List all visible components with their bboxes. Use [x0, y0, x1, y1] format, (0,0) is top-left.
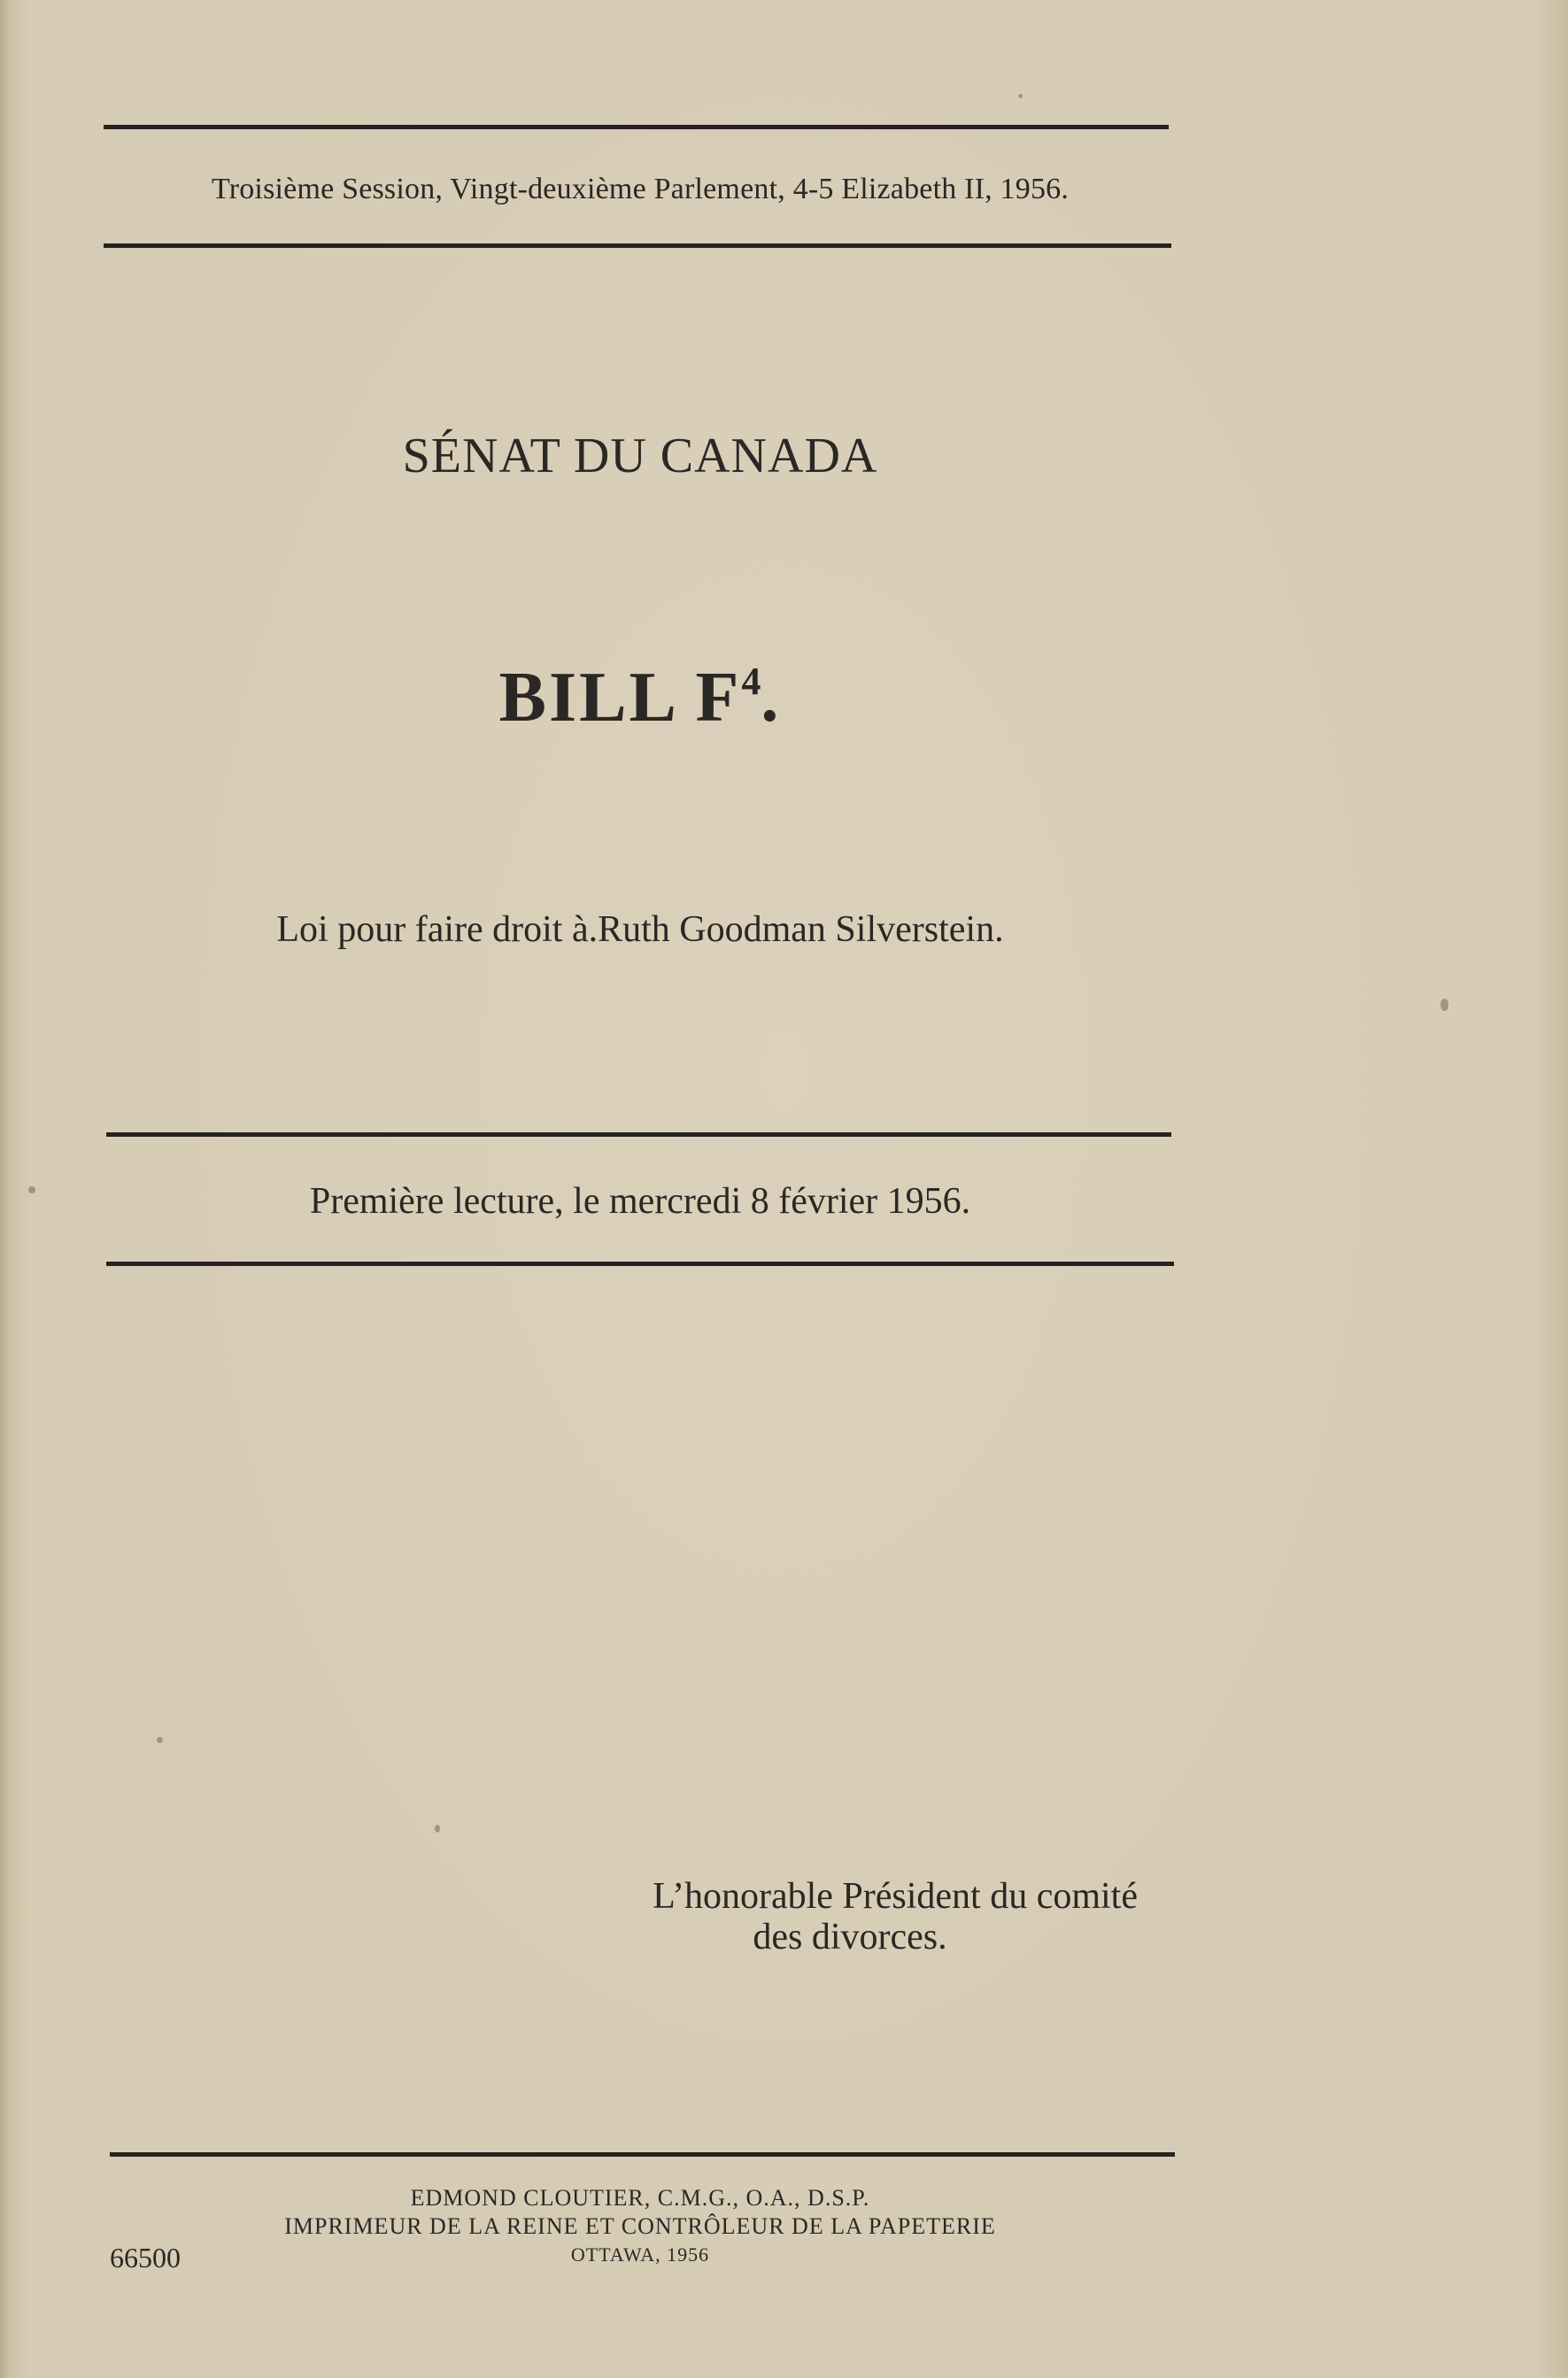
sponsor-line-1: L’honorable Président du comité: [653, 1876, 1138, 1917]
bill-suffix: .: [761, 659, 782, 737]
paper-speck: [435, 1825, 440, 1833]
footer-rule: [110, 2152, 1175, 2157]
paper-speck: [157, 1737, 163, 1743]
paper-speck: [28, 1186, 35, 1193]
printer-line-1: EDMOND CLOUTIER, C.M.G., O.A., D.S.P.: [410, 2185, 870, 2211]
paper-speck: [1441, 999, 1448, 1011]
printer-line-2: IMPRIMEUR DE LA REINE ET CONTRÔLEUR DE LA PAPETERIE: [284, 2213, 996, 2239]
reading-top-rule: [106, 1132, 1171, 1137]
reading-bottom-rule: [106, 1262, 1174, 1266]
sponsor-line-2: des divorces.: [753, 1917, 947, 1957]
sponsor-block: [536, 1876, 1138, 1957]
printer-imprint: [104, 2184, 1177, 2269]
header-top-rule: [104, 125, 1169, 129]
paper-speck: [1018, 94, 1023, 98]
bill-label: BILL F: [498, 659, 742, 737]
header-bottom-rule: [104, 243, 1171, 248]
bill-title: Loi pour faire droit à.Ruth Goodman Silverstein.: [276, 909, 1004, 950]
print-job-number: 66500: [110, 2242, 181, 2274]
first-reading-line: Première lecture, le mercredi 8 février 1956.: [309, 1181, 971, 1222]
bill-number: [104, 658, 1177, 738]
printer-line-3: OTTAWA, 1956: [570, 2243, 710, 2266]
bill-superscript: 4: [741, 660, 761, 703]
session-line: Troisième Session, Vingt-deuxième Parlement, 4-5 Elizabeth II, 1956.: [211, 173, 1070, 205]
senate-heading: SÉNAT DU CANADA: [402, 429, 878, 483]
